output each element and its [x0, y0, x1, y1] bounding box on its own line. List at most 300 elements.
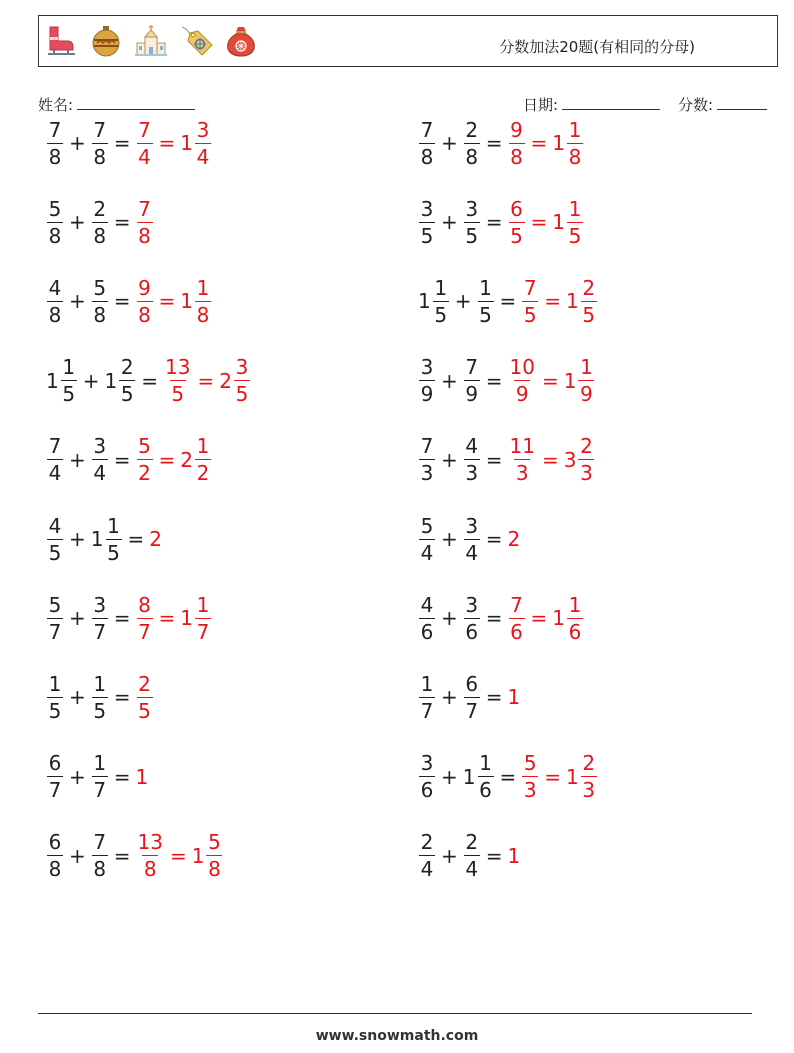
addend-b	[463, 117, 481, 169]
equals-sign: =	[113, 764, 131, 789]
answer-part-1-denominator: 5	[510, 223, 523, 248]
addend-b-numerator: 1	[93, 751, 107, 776]
addend-a-fraction	[47, 434, 63, 486]
answer-part-2-denominator: 8	[568, 144, 582, 169]
answer	[508, 844, 522, 868]
addend-b-numerator: 7	[93, 830, 107, 855]
answer-part-2-fraction	[206, 830, 222, 882]
addend-a-numerator: 6	[48, 830, 62, 855]
addend-b-denominator: 5	[107, 540, 120, 565]
answer	[521, 751, 598, 803]
addend-a-fraction	[47, 513, 63, 565]
answer-part-2-fraction	[581, 275, 597, 327]
addend-a-fraction	[419, 434, 435, 486]
answer-part-1-numerator: 13	[165, 355, 191, 380]
answer-part-2-whole: 2	[219, 368, 232, 393]
addend-a-denominator: 4	[420, 540, 434, 565]
addend-b-numerator: 1	[93, 671, 107, 696]
answer-part-1-fraction	[137, 830, 164, 882]
answer-part-2-denominator: 8	[208, 857, 221, 882]
answer-part-2-denominator: 4	[196, 144, 210, 169]
answer-part-1-fraction	[509, 196, 525, 248]
addend-a	[46, 355, 78, 407]
answer-equals-sign: =	[197, 368, 215, 393]
addend-b	[477, 275, 495, 327]
addend-a-fraction	[419, 830, 435, 882]
answer-part-1-denominator: 2	[138, 461, 151, 486]
score-blank	[717, 108, 767, 110]
addend-b-denominator: 5	[465, 223, 479, 248]
addend-a-numerator: 2	[420, 830, 434, 855]
answer	[508, 527, 522, 551]
problem-2	[418, 113, 584, 173]
addend-a-fraction	[419, 671, 435, 723]
answer-part-1-denominator: 6	[510, 619, 523, 644]
answer-equals-sign: =	[541, 368, 559, 393]
answer-part-1	[136, 275, 154, 327]
addend-a	[418, 592, 436, 644]
answer-part-2-numerator: 5	[208, 830, 221, 855]
plus-sign: +	[441, 368, 458, 393]
answer-part-2-numerator: 2	[582, 751, 596, 776]
addend-a-denominator: 8	[48, 302, 62, 327]
answer	[136, 275, 213, 327]
addend-a	[46, 671, 64, 723]
answer	[136, 765, 150, 789]
answer-part-2-denominator: 6	[568, 619, 582, 644]
addend-a-numerator: 3	[420, 196, 434, 221]
addend-b-denominator: 8	[93, 223, 107, 248]
addend-b-numerator: 2	[465, 117, 479, 142]
problem-1	[46, 113, 212, 173]
addend-a-fraction	[47, 592, 63, 644]
answer-part-2-fraction	[567, 117, 583, 169]
addend-b	[91, 196, 109, 248]
answer-part-1	[136, 830, 165, 882]
addend-b-denominator: 5	[93, 698, 107, 723]
addend-a-numerator: 1	[62, 355, 76, 380]
answer-part-1-whole: 1	[135, 764, 149, 789]
addend-a-fraction	[47, 196, 63, 248]
answer-part-2-denominator: 7	[196, 619, 210, 644]
answer-part-1-denominator: 5	[523, 302, 537, 327]
answer-part-1-numerator: 7	[510, 592, 523, 617]
equals-sign: =	[485, 527, 503, 551]
answer-part-2-whole: 1	[552, 210, 566, 235]
addend-a	[418, 275, 450, 327]
addend-a	[46, 196, 64, 248]
addend-b-numerator: 7	[465, 355, 479, 380]
date-label: 日期:	[523, 96, 559, 114]
addend-a-numerator: 6	[48, 751, 62, 776]
addend-a-fraction	[419, 751, 435, 803]
answer-part-1-fraction	[137, 117, 153, 169]
answer-part-1	[508, 527, 522, 551]
plus-sign: +	[441, 764, 458, 789]
answer	[508, 434, 596, 486]
equals-sign: =	[113, 685, 131, 710]
answer-part-2-fraction	[578, 434, 594, 486]
problem-14	[418, 588, 584, 648]
answer-part-1-fraction	[137, 275, 153, 327]
answer-part-2	[180, 592, 212, 644]
worksheet-header	[38, 15, 778, 67]
addend-b-denominator: 3	[465, 461, 479, 486]
footer-site: www.snowmath.com	[315, 1028, 479, 1044]
answer-part-2-denominator: 9	[580, 382, 593, 407]
addend-b	[91, 117, 109, 169]
plus-sign: +	[69, 685, 86, 710]
addend-b-fraction	[478, 275, 494, 327]
plus-sign: +	[69, 843, 86, 868]
addend-b	[463, 513, 481, 565]
addend-a-numerator: 1	[420, 671, 434, 696]
answer-part-2-numerator: 1	[580, 355, 593, 380]
addend-b-denominator: 9	[465, 382, 479, 407]
addend-b-numerator: 2	[120, 355, 134, 380]
addend-b-numerator: 2	[465, 830, 479, 855]
answer-part-1-fraction	[164, 355, 191, 407]
addend-b-fraction	[464, 592, 480, 644]
answer-equals-sign: =	[158, 606, 176, 631]
answer-part-1	[508, 592, 526, 644]
answer-part-2-whole: 2	[180, 447, 194, 472]
addend-a-denominator: 5	[48, 540, 62, 565]
answer-part-2-fraction	[195, 592, 211, 644]
ice-skate-icon	[43, 23, 79, 59]
answer	[136, 592, 213, 644]
answer-part-2-numerator: 3	[235, 355, 249, 380]
answer-equals-sign: =	[530, 210, 548, 235]
addend-b-fraction	[464, 117, 480, 169]
addend-b-whole: 1	[90, 527, 104, 551]
plus-sign: +	[441, 685, 458, 710]
answer-part-1	[136, 671, 154, 723]
ornament-ball-icon	[88, 23, 124, 59]
addend-b-denominator: 6	[479, 778, 492, 803]
addend-b-fraction	[119, 355, 135, 407]
addend-a-denominator: 4	[420, 857, 434, 882]
answer-equals-sign: =	[530, 131, 548, 155]
addend-a	[418, 671, 436, 723]
problem-3	[46, 192, 154, 252]
addend-b	[90, 513, 123, 565]
answer-part-1-fraction	[522, 751, 538, 803]
answer-part-1-fraction	[509, 355, 536, 407]
answer-part-1-denominator: 8	[143, 857, 157, 882]
answer-equals-sign: =	[530, 606, 548, 631]
addend-b-fraction	[92, 671, 108, 723]
answer	[508, 196, 585, 248]
addend-a-denominator: 5	[420, 223, 434, 248]
answer-part-2	[552, 196, 584, 248]
answer-part-2-denominator: 3	[582, 778, 596, 803]
answer-part-1-fraction	[509, 434, 536, 486]
answer-part-2-whole: 1	[552, 606, 566, 631]
answer-part-1	[508, 196, 526, 248]
answer-part-2-whole: 1	[563, 368, 577, 393]
answer	[136, 671, 154, 723]
worksheet-title: 分数加法20题(有相同的分母)	[499, 38, 695, 56]
equals-sign: =	[113, 131, 131, 155]
addend-a-denominator: 8	[48, 223, 62, 248]
answer-part-2-numerator: 2	[580, 434, 593, 459]
answer-part-1-fraction	[509, 117, 525, 169]
church-icon	[133, 23, 169, 59]
answer-part-1-whole: 1	[507, 685, 521, 710]
answer	[508, 685, 522, 709]
answer-equals-sign: =	[158, 447, 176, 472]
problem-7	[46, 351, 251, 411]
answer-part-2-whole: 1	[566, 764, 579, 789]
addend-b-denominator: 7	[93, 778, 107, 803]
plus-sign: +	[69, 447, 86, 472]
addend-b-denominator: 4	[465, 857, 479, 882]
answer-part-1-numerator: 7	[138, 117, 151, 142]
addend-a-numerator: 1	[434, 275, 448, 300]
answer-part-1-denominator: 5	[171, 382, 185, 407]
answer-part-1-fraction	[137, 592, 153, 644]
answer-part-2-denominator: 5	[235, 382, 249, 407]
answer-part-1	[149, 527, 163, 551]
answer-part-2-whole: 1	[552, 131, 566, 155]
answer-part-1-denominator: 9	[515, 382, 529, 407]
footer-divider	[38, 1013, 752, 1014]
answer-part-1-denominator: 8	[138, 302, 151, 327]
addend-b-denominator: 5	[479, 302, 492, 327]
equals-sign: =	[141, 368, 158, 393]
answer-part-2-whole: 1	[566, 289, 579, 314]
addend-a-denominator: 7	[420, 698, 434, 723]
answer-equals-sign: =	[158, 131, 176, 155]
answer-part-1-fraction	[509, 592, 525, 644]
equals-sign: =	[485, 210, 503, 235]
plus-sign: +	[454, 289, 472, 314]
answer-part-1-fraction	[137, 671, 153, 723]
answer-part-2-denominator: 2	[196, 461, 210, 486]
answer-part-2-numerator: 3	[196, 117, 210, 142]
plus-sign: +	[69, 131, 86, 155]
addend-a-whole: 1	[46, 368, 59, 393]
addend-a	[418, 434, 436, 486]
plus-sign: +	[441, 606, 458, 631]
problem-11	[46, 509, 163, 569]
answer-part-2	[563, 355, 596, 407]
answer-part-1-whole: 1	[507, 843, 521, 868]
plus-sign: +	[441, 843, 458, 868]
answer-part-1-numerator: 10	[509, 355, 535, 380]
addend-a	[418, 196, 436, 248]
answer-part-2-whole: 1	[191, 843, 205, 868]
addend-a-numerator: 1	[48, 671, 62, 696]
addend-b	[463, 830, 481, 882]
answer	[521, 275, 598, 327]
plus-sign: +	[441, 527, 458, 551]
addend-b-numerator: 1	[107, 513, 120, 538]
answer-part-2-fraction	[567, 196, 583, 248]
addend-b-numerator: 2	[93, 196, 107, 221]
addend-b-fraction	[478, 751, 494, 803]
addend-a-denominator: 6	[420, 778, 434, 803]
answer-part-1-whole: 2	[149, 527, 162, 551]
answer-part-1-denominator: 5	[138, 698, 151, 723]
answer-part-1-numerator: 9	[138, 275, 151, 300]
addend-a-fraction	[433, 275, 449, 327]
addend-b	[463, 196, 481, 248]
answer-part-1-whole: 2	[507, 527, 521, 551]
addend-b-numerator: 3	[465, 196, 479, 221]
answer	[136, 117, 213, 169]
addend-a	[46, 592, 64, 644]
addend-b-fraction	[464, 513, 480, 565]
addend-a-fraction	[47, 751, 63, 803]
addend-b	[91, 275, 109, 327]
addend-b-numerator: 4	[465, 434, 479, 459]
answer-part-2	[566, 275, 598, 327]
addend-a-numerator: 7	[48, 434, 62, 459]
answer-equals-sign: =	[541, 447, 559, 472]
addend-a-numerator: 5	[48, 196, 62, 221]
addend-a-denominator: 7	[48, 778, 62, 803]
answer-part-2-numerator: 1	[568, 592, 582, 617]
answer-part-2-fraction	[195, 275, 211, 327]
addend-b-fraction	[464, 671, 480, 723]
addend-b-numerator: 3	[93, 434, 107, 459]
addend-a-denominator: 3	[420, 461, 434, 486]
problem-5	[46, 271, 212, 331]
answer-part-2-numerator: 1	[196, 434, 210, 459]
answer-part-1-numerator: 7	[138, 196, 151, 221]
answer	[136, 196, 154, 248]
answer-part-1	[136, 117, 154, 169]
addend-b-numerator: 7	[93, 117, 107, 142]
answer-part-2	[552, 592, 584, 644]
addend-b-fraction	[464, 434, 480, 486]
addend-b-denominator: 6	[465, 619, 479, 644]
answer-part-1-numerator: 9	[510, 117, 523, 142]
answer-part-1-numerator: 6	[510, 196, 523, 221]
addend-b	[463, 592, 481, 644]
answer-part-1-numerator: 7	[523, 275, 537, 300]
problem-19	[46, 826, 223, 886]
addend-b-fraction	[92, 275, 108, 327]
answer-part-1-denominator: 8	[138, 223, 151, 248]
plus-sign: +	[441, 447, 458, 472]
equals-sign: =	[485, 447, 503, 472]
addend-a-fraction	[419, 117, 435, 169]
addend-a-numerator: 7	[48, 117, 62, 142]
addend-a-denominator: 8	[48, 144, 62, 169]
addend-b-fraction	[92, 592, 108, 644]
answer-part-2-fraction	[195, 117, 211, 169]
answer-part-1	[521, 275, 539, 327]
answer	[136, 434, 213, 486]
addend-a-denominator: 9	[420, 382, 434, 407]
answer-part-1-numerator: 8	[138, 592, 151, 617]
addend-b-fraction	[106, 513, 122, 565]
answer-part-1-numerator: 2	[138, 671, 151, 696]
answer-part-2-whole: 1	[180, 289, 194, 314]
equals-sign: =	[113, 289, 131, 314]
answer-part-2-numerator: 1	[196, 275, 210, 300]
name-blank	[77, 108, 195, 110]
equals-sign: =	[113, 843, 131, 868]
gift-tag-icon	[178, 23, 214, 59]
addend-b-denominator: 8	[93, 302, 107, 327]
addend-a-whole: 1	[418, 289, 431, 314]
date-field	[523, 94, 660, 115]
addend-b-numerator: 1	[479, 751, 492, 776]
addend-b-denominator: 5	[120, 382, 134, 407]
answer-part-2-numerator: 1	[196, 592, 210, 617]
header-icons	[43, 23, 259, 59]
addend-b-numerator: 1	[479, 275, 492, 300]
answer-part-1	[136, 434, 154, 486]
addend-a-fraction	[419, 592, 435, 644]
plus-sign: +	[69, 289, 86, 314]
plus-sign: +	[69, 764, 86, 789]
addend-b-fraction	[92, 196, 108, 248]
equals-sign: =	[485, 368, 503, 393]
addend-a-fraction	[61, 355, 77, 407]
addend-b-fraction	[464, 355, 480, 407]
addend-a	[418, 355, 436, 407]
addend-a-fraction	[47, 275, 63, 327]
addend-a-denominator: 7	[48, 619, 62, 644]
answer-part-2-numerator: 2	[582, 275, 596, 300]
answer-part-2-fraction	[234, 355, 250, 407]
problem-20	[418, 826, 521, 886]
addend-a-fraction	[47, 830, 63, 882]
answer-part-2-fraction	[578, 355, 594, 407]
problem-8	[418, 351, 595, 411]
answer-part-2-whole: 1	[180, 606, 194, 631]
answer-part-1	[508, 844, 522, 868]
answer-part-1	[508, 117, 526, 169]
answer-part-1-denominator: 7	[138, 619, 151, 644]
answer	[163, 355, 251, 407]
answer	[136, 830, 224, 882]
answer-part-1-fraction	[137, 196, 153, 248]
answer-part-1-numerator: 11	[509, 434, 535, 459]
addend-a-fraction	[419, 196, 435, 248]
addend-a	[418, 117, 436, 169]
answer-part-1-denominator: 4	[138, 144, 151, 169]
answer-part-1	[508, 434, 537, 486]
equals-sign: =	[485, 606, 503, 631]
addend-b-fraction	[92, 434, 108, 486]
addend-a	[46, 275, 64, 327]
answer-part-2-whole: 3	[563, 447, 577, 472]
answer-part-1-fraction	[137, 434, 153, 486]
answer-part-1-numerator: 5	[138, 434, 151, 459]
addend-a-fraction	[47, 117, 63, 169]
addend-b-denominator: 8	[93, 857, 107, 882]
addend-b-whole: 1	[104, 368, 118, 393]
answer	[508, 117, 585, 169]
plus-sign: +	[69, 527, 86, 551]
answer-part-2	[552, 117, 584, 169]
answer-part-2-denominator: 5	[582, 302, 596, 327]
addend-a-denominator: 5	[434, 302, 448, 327]
answer-part-2-denominator: 5	[568, 223, 582, 248]
problem-4	[418, 192, 584, 252]
answer-equals-sign: =	[544, 764, 562, 789]
addend-a	[46, 751, 64, 803]
addend-a-numerator: 4	[48, 513, 62, 538]
problem-10	[418, 430, 595, 490]
answer-part-2-fraction	[581, 751, 597, 803]
